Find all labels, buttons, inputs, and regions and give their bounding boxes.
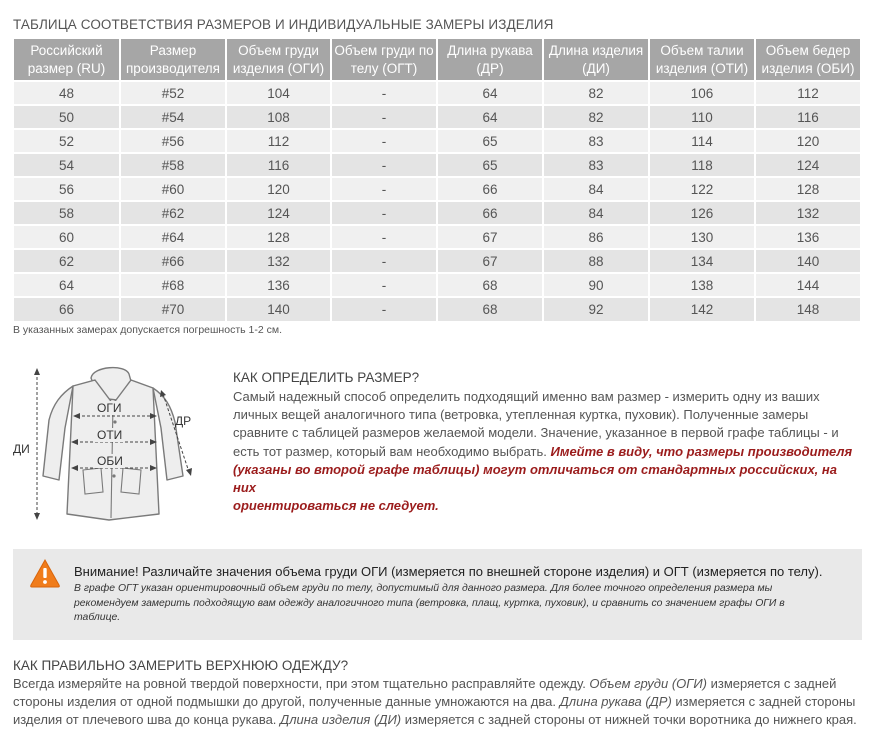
table-cell: #70 xyxy=(120,297,226,321)
label-oti: ОТИ xyxy=(97,428,123,442)
table-cell: 140 xyxy=(226,297,331,321)
table-cell: 90 xyxy=(543,273,649,297)
table-cell: 134 xyxy=(649,249,755,273)
column-header xyxy=(120,39,226,81)
table-cell: 124 xyxy=(755,153,860,177)
table-cell: 56 xyxy=(14,177,120,201)
column-header xyxy=(226,39,331,81)
table-cell: 84 xyxy=(543,177,649,201)
table-cell: 104 xyxy=(226,81,331,105)
table-cell: 48 xyxy=(14,81,120,105)
column-header xyxy=(543,39,649,81)
table-cell: 60 xyxy=(14,225,120,249)
table-cell: 82 xyxy=(543,81,649,105)
measure-text-part: измеряется с задней стороны изделия от плечевого шва до конца рукава. xyxy=(13,694,856,728)
measure-term-dr: Длина рукава (ДР) xyxy=(559,694,672,710)
table-row xyxy=(14,249,860,273)
table-cell: #60 xyxy=(120,177,226,201)
table-cell: 128 xyxy=(226,225,331,249)
table-cell: 116 xyxy=(226,153,331,177)
table-cell: 132 xyxy=(226,249,331,273)
table-cell: #68 xyxy=(120,273,226,297)
column-header-line: размер (RU) xyxy=(27,60,106,76)
howto-line: сравните с таблицей размеров желаемой модели. Значение, указанное в первой графе таблицы - и xyxy=(233,425,839,441)
measure-section xyxy=(13,658,863,730)
coat-diagram xyxy=(13,364,203,524)
table-cell: 64 xyxy=(437,81,543,105)
label-dr: ДР xyxy=(175,414,192,428)
table-row xyxy=(14,201,860,225)
howto-warning-text: Имейте в виду, что размеры производителя xyxy=(550,443,853,459)
table-cell: 106 xyxy=(649,81,755,105)
table-cell: 50 xyxy=(14,105,120,129)
column-header xyxy=(437,39,543,81)
table-cell: 118 xyxy=(649,153,755,177)
table-cell: 110 xyxy=(649,105,755,129)
table-cell: 136 xyxy=(755,225,860,249)
column-header-line: Объем бедер xyxy=(765,42,851,58)
table-cell: 84 xyxy=(543,201,649,225)
table-cell: #54 xyxy=(120,105,226,129)
table-cell: 65 xyxy=(437,153,543,177)
table-cell: #62 xyxy=(120,201,226,225)
table-cell: 120 xyxy=(755,129,860,153)
howto-text xyxy=(233,388,853,515)
howto-section xyxy=(233,370,853,515)
notice-sub-text xyxy=(74,582,844,626)
table-cell: 65 xyxy=(437,129,543,153)
label-ogi: ОГИ xyxy=(97,401,122,415)
table-cell: - xyxy=(331,273,437,297)
table-cell: - xyxy=(331,225,437,249)
column-header xyxy=(331,39,437,81)
howto-title: КАК ОПРЕДЕЛИТЬ РАЗМЕР? xyxy=(233,370,420,385)
table-cell: 68 xyxy=(437,297,543,321)
measure-text-part: измеряется с задней стороны изделия от одной подмышки до другой, полученные данные умножаются на два. xyxy=(13,676,837,710)
measure-term-di: Длина изделия (ДИ) xyxy=(280,712,402,728)
table-cell: - xyxy=(331,177,437,201)
column-header-line: Российский xyxy=(30,42,103,58)
table-cell: 83 xyxy=(543,153,649,177)
column-header-line: телу (ОГТ) xyxy=(350,60,418,76)
size-table xyxy=(14,39,860,321)
table-cell: 83 xyxy=(543,129,649,153)
howto-line-text: есть тот размер, который вам необходимо выбрать. xyxy=(233,443,551,459)
page-title: ТАБЛИЦА СООТВЕТСТВИЯ РАЗМЕРОВ И ИНДИВИДУАЛЬНЫЕ ЗАМЕРЫ ИЗДЕЛИЯ xyxy=(13,17,554,32)
table-cell: - xyxy=(331,81,437,105)
table-cell: 142 xyxy=(649,297,755,321)
table-cell: 140 xyxy=(755,249,860,273)
table-cell: 108 xyxy=(226,105,331,129)
measure-text-part: измеряется с задней стороны от нижней точки воротника до нижнего края. xyxy=(401,712,857,728)
notice-sub-line: В графе ОГТ указан ориентировочный объем груди по телу, допустимый для данного размера. Для более точного определения размера мы xyxy=(74,583,773,594)
notice-main-text: Внимание! Различайте значения объема груди ОГИ (измеряется по внешней стороне изделия) и ОГТ (измеряется по телу). xyxy=(74,564,823,579)
measure-title: КАК ПРАВИЛЬНО ЗАМЕРИТЬ ВЕРХНЮЮ ОДЕЖДУ? xyxy=(13,658,349,673)
column-header-line: (ДР) xyxy=(476,60,504,76)
howto-line xyxy=(233,443,853,461)
table-cell: 126 xyxy=(649,201,755,225)
attention-notice xyxy=(13,549,862,640)
table-cell: 62 xyxy=(14,249,120,273)
table-cell: 66 xyxy=(437,177,543,201)
column-header-line: изделия (ОБИ) xyxy=(761,60,855,76)
howto-warning-text: ориентироваться не следует. xyxy=(233,498,439,514)
table-cell: 52 xyxy=(14,129,120,153)
howto-line: личных вещей аналогичного типа (ветровка, утепленная куртка, пуховик). Полученные замеры xyxy=(233,407,809,423)
table-cell: 58 xyxy=(14,201,120,225)
table-row xyxy=(14,81,860,105)
table-cell: 86 xyxy=(543,225,649,249)
label-di: ДИ xyxy=(13,442,30,456)
table-cell: 136 xyxy=(226,273,331,297)
howto-warning-text: (указаны во второй графе таблицы) могут отличаться от стандартных российских, на них xyxy=(233,461,837,496)
table-cell: 114 xyxy=(649,129,755,153)
table-row xyxy=(14,129,860,153)
table-cell: - xyxy=(331,153,437,177)
table-cell: 122 xyxy=(649,177,755,201)
table-cell: 124 xyxy=(226,201,331,225)
table-cell: 64 xyxy=(437,105,543,129)
table-cell: 67 xyxy=(437,249,543,273)
table-cell: 116 xyxy=(755,105,860,129)
table-cell: #56 xyxy=(120,129,226,153)
column-header-line: (ДИ) xyxy=(582,60,610,76)
table-cell: 120 xyxy=(226,177,331,201)
column-header-line: изделия (ОТИ) xyxy=(655,60,749,76)
table-cell: - xyxy=(331,105,437,129)
table-cell: 128 xyxy=(755,177,860,201)
column-header-line: производителя xyxy=(126,60,220,76)
table-cell: - xyxy=(331,297,437,321)
table-cell: #66 xyxy=(120,249,226,273)
column-header-line: Длина рукава xyxy=(447,42,533,58)
table-row xyxy=(14,177,860,201)
table-cell: #52 xyxy=(120,81,226,105)
label-obi: ОБИ xyxy=(97,454,123,468)
table-cell: 54 xyxy=(14,153,120,177)
table-cell: 66 xyxy=(14,297,120,321)
column-header-line: Объем груди xyxy=(238,42,319,58)
howto-line: Самый надежный способ определить подходящий именно вам размер - измерить одну из ваших xyxy=(233,389,820,404)
table-cell: - xyxy=(331,129,437,153)
notice-sub-line: рекомендуем замерить подходящую вам одежду аналогичного типа (ветровка, плащ, куртка, пуховик), и сравнить со значением графы ОГИ в xyxy=(74,597,785,609)
table-cell: 132 xyxy=(755,201,860,225)
table-cell: - xyxy=(331,201,437,225)
warning-icon xyxy=(29,558,61,588)
table-cell: 148 xyxy=(755,297,860,321)
tolerance-note: В указанных замерах допускается погрешность 1-2 см. xyxy=(13,324,282,336)
table-cell: 68 xyxy=(437,273,543,297)
table-cell: 66 xyxy=(437,201,543,225)
table-row xyxy=(14,297,860,321)
column-header xyxy=(14,39,120,81)
table-cell: - xyxy=(331,249,437,273)
table-cell: 130 xyxy=(649,225,755,249)
measure-term-ogi: Объем груди (ОГИ) xyxy=(589,676,707,691)
table-cell: 82 xyxy=(543,105,649,129)
column-header xyxy=(649,39,755,81)
table-row xyxy=(14,105,860,129)
table-cell: 64 xyxy=(14,273,120,297)
table-cell: #64 xyxy=(120,225,226,249)
column-header-line: Длина изделия xyxy=(548,42,644,58)
table-cell: 92 xyxy=(543,297,649,321)
table-cell: 112 xyxy=(226,129,331,153)
table-row xyxy=(14,153,860,177)
table-body xyxy=(14,81,860,321)
notice-sub-line: таблице. xyxy=(74,612,121,624)
coat-illustration xyxy=(13,364,203,524)
table-cell: 112 xyxy=(755,81,860,105)
measure-text-part: Всегда измеряйте на ровной твердой поверхности, при этом тщательно расправляйте одежду. xyxy=(13,676,590,691)
column-header-line: Объем груди по xyxy=(334,42,434,58)
table-header-row xyxy=(14,39,860,81)
column-header xyxy=(755,39,860,81)
table-cell: #58 xyxy=(120,153,226,177)
table-cell: 67 xyxy=(437,225,543,249)
table-cell: 88 xyxy=(543,249,649,273)
measure-text xyxy=(13,675,863,730)
table-row xyxy=(14,273,860,297)
column-header-line: Объем талии xyxy=(660,42,744,58)
table-cell: 144 xyxy=(755,273,860,297)
table-row xyxy=(14,225,860,249)
table-cell: 138 xyxy=(649,273,755,297)
column-header-line: Размер xyxy=(149,42,197,58)
column-header-line: изделия (ОГИ) xyxy=(232,60,325,76)
